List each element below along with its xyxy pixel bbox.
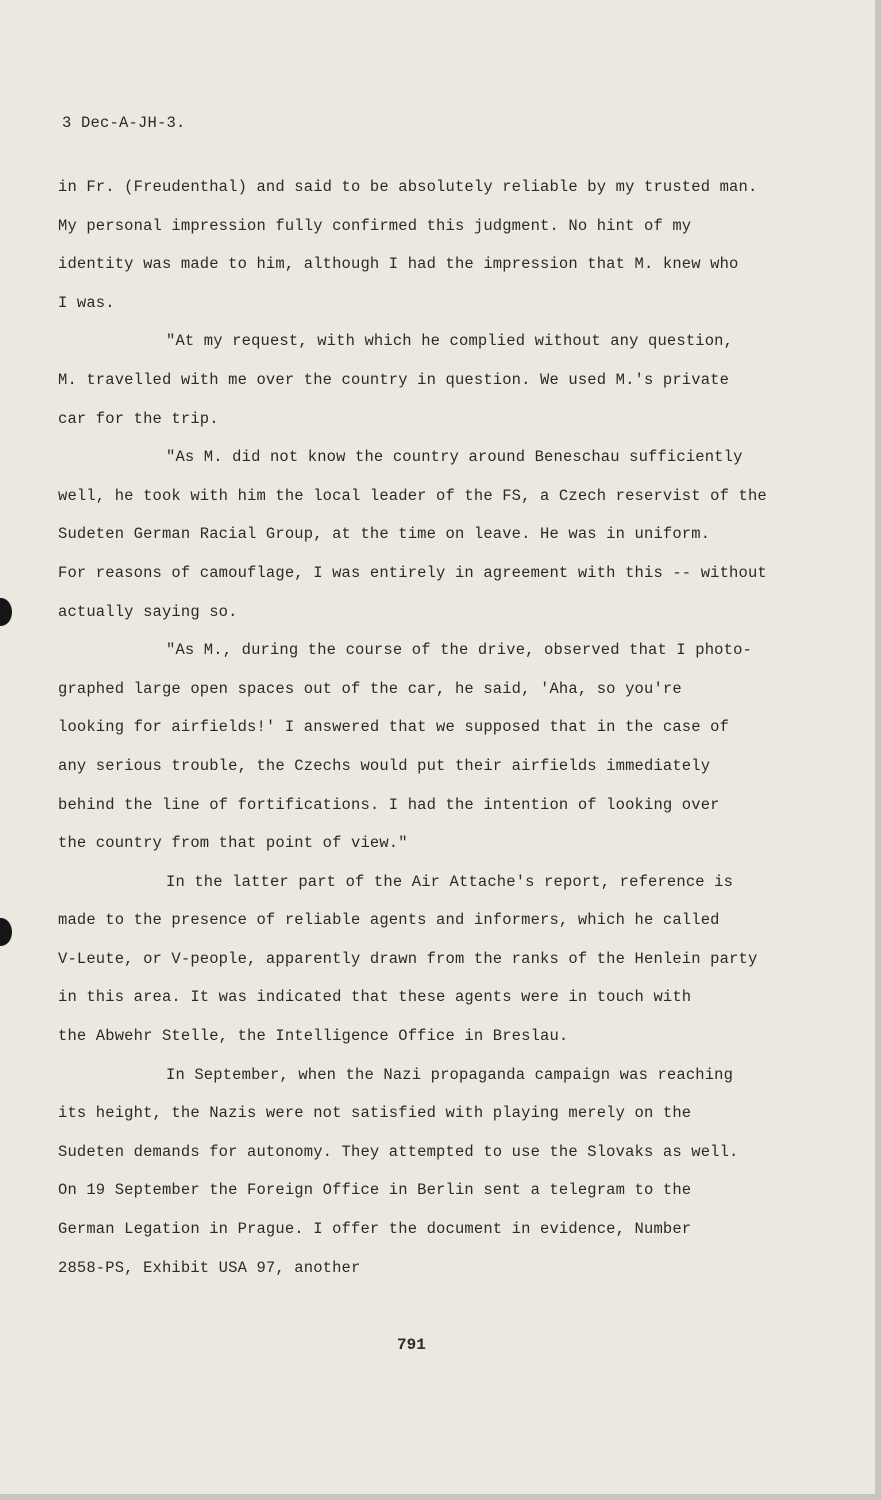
text-line: graphed large open spaces out of the car, he said, 'Aha, so you're xyxy=(58,679,682,698)
text-line: car for the trip. xyxy=(58,409,219,428)
text-line: the Abwehr Stelle, the Intelligence Office in Breslau. xyxy=(58,1027,569,1046)
text-line: In September, when the Nazi propaganda campaign was reaching xyxy=(166,1065,734,1084)
text-line: On 19 September the Foreign Office in Berlin sent a telegram to the xyxy=(58,1181,692,1200)
page-number: 791 xyxy=(397,1336,426,1354)
text-line: in Fr. (Freudenthal) and said to be absolutely reliable by my trusted man. xyxy=(58,178,758,196)
text-line: made to the presence of reliable agents and informers, which he called xyxy=(58,911,720,930)
text-line: actually saying so. xyxy=(58,602,238,621)
text-line: "As M. did not know the country around Beneschau sufficiently xyxy=(166,448,743,467)
text-line: looking for airfields!' I answered that we supposed that in the case of xyxy=(58,718,730,737)
text-line: Sudeten demands for autonomy. They attempted to use the Slovaks as well. xyxy=(58,1142,739,1161)
text-line: German Legation in Prague. I offer the document in evidence, Number xyxy=(58,1220,692,1239)
text-line: in this area. It was indicated that these agents were in touch with xyxy=(58,988,692,1007)
text-line: any serious trouble, the Czechs would put their airfields immediately xyxy=(58,756,711,775)
text-line: 2858-PS, Exhibit USA 97, another xyxy=(58,1258,361,1277)
text-line: Sudeten German Racial Group, at the time on leave. He was in uniform. xyxy=(58,525,711,544)
text-line: "As M., during the course of the drive, observed that I photo- xyxy=(166,641,752,660)
text-line: M. travelled with me over the country in question. We used M.'s private xyxy=(58,370,730,389)
text-line: well, he took with him the local leader of the FS, a Czech reservist of the xyxy=(58,486,767,505)
body-text xyxy=(58,168,818,1287)
punch-hole xyxy=(0,918,12,946)
text-line: My personal impression fully confirmed this judgment. No hint of my xyxy=(58,216,692,235)
text-line: For reasons of camouflage, I was entirely in agreement with this -- without xyxy=(58,563,767,582)
text-line: V-Leute, or V-people, apparently drawn from the ranks of the Henlein party xyxy=(58,949,758,968)
text-line: I was. xyxy=(58,293,115,312)
text-line: the country from that point of view." xyxy=(58,834,408,853)
text-line: identity was made to him, although I had the impression that M. knew who xyxy=(58,255,739,274)
text-line: "At my request, with which he complied without any question, xyxy=(166,332,734,351)
punch-hole xyxy=(0,598,12,626)
text-line: its height, the Nazis were not satisfied with playing merely on the xyxy=(58,1104,692,1123)
document-reference: 3 Dec-A-JH-3. xyxy=(62,114,186,132)
text-line: behind the line of fortifications. I had the intention of looking over xyxy=(58,795,720,814)
text-line: In the latter part of the Air Attache's report, reference is xyxy=(166,872,734,891)
